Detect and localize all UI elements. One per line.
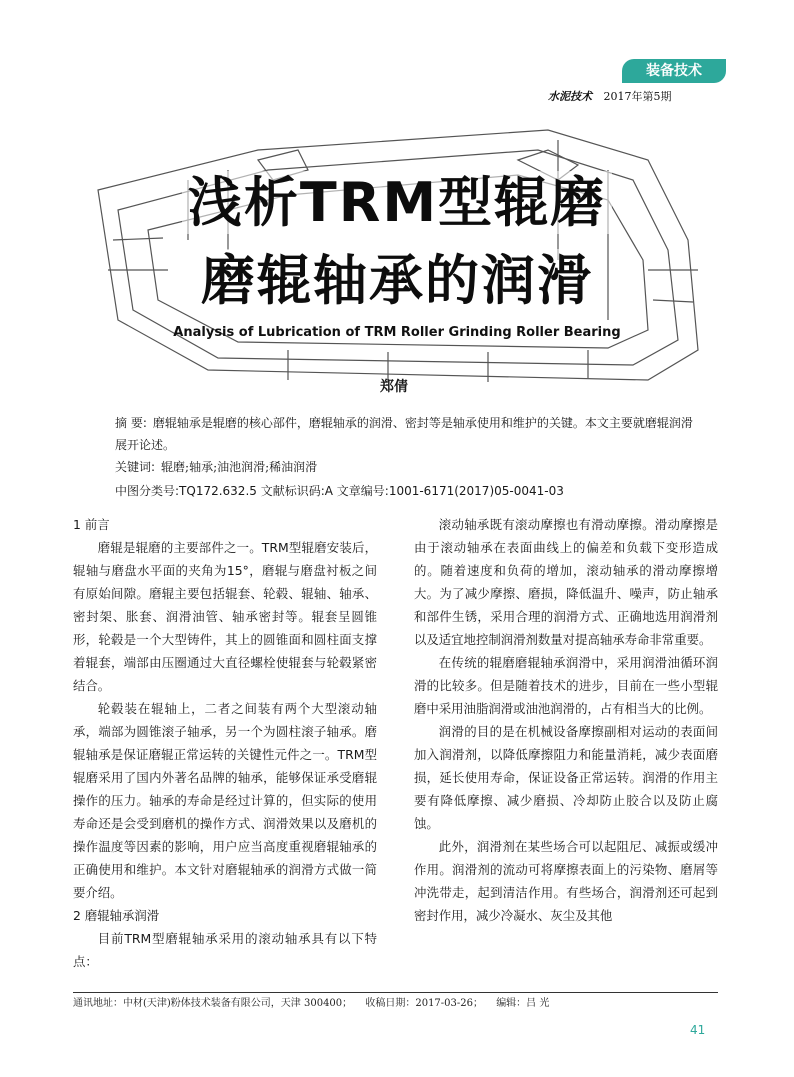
body-paragraph: 目前TRM型磨辊轴承采用的滚动轴承具有以下特点：: [73, 931, 377, 969]
body-left-column: [73, 513, 377, 973]
footnote-received: 收稿日期：2017-03-26；: [365, 998, 483, 1009]
english-title: Analysis of Lubrication of TRM Roller Grinding Roller Bearing: [173, 325, 621, 340]
journal-issue: 2017年第5期: [603, 90, 672, 103]
footnote: [73, 994, 559, 1009]
abstract: [115, 412, 695, 456]
body-paragraph: 在传统的辊磨磨辊轴承润滑中，采用润滑油循环润滑的比较多。但是随着技术的进步，目前在一些小型辊磨中采用油脂润滑或油池润滑的，占有相当大的比例。: [414, 655, 718, 716]
journal-name: 水泥技术: [548, 90, 592, 103]
abstract-text: 磨辊轴承是辊磨的核心部件，磨辊轴承的润滑、密封等是轴承使用和维护的关键。本文主要就磨辊润滑展开论述。: [115, 416, 693, 452]
footer-rule: [73, 992, 718, 993]
keywords-label: 关键词:: [115, 460, 156, 474]
classification-line: 中图分类号:TQ172.632.5 文献标识码:A 文章编号:1001-6171(2017)05-0041-03: [115, 484, 564, 498]
section-heading: 2 磨辊轴承润滑: [73, 908, 160, 923]
title-line-1: [0, 170, 794, 236]
body-paragraph: 润滑的目的是在机械设备摩擦副相对运动的表面间加入润滑剂，以降低摩擦阻力和能量消耗，减少表面磨损，延长使用寿命，保证设备正常运转。润滑的作用主要有降低摩擦、减少磨损、冷却防止胶合以及防止腐蚀。: [414, 724, 718, 831]
keywords-text: 辊磨;轴承;油池润滑;稀油润滑: [161, 460, 318, 474]
body-right-column: [414, 513, 718, 927]
abstract-block: [115, 412, 695, 502]
journal-header: [548, 88, 672, 104]
page-number: 41: [690, 1023, 706, 1037]
title-line-2: [0, 248, 794, 314]
footnote-address: 通讯地址：中材(天津)粉体技术装备有限公司，天津 300400；: [73, 998, 353, 1009]
section-tag: 装备技术: [622, 59, 726, 83]
keywords: [115, 456, 695, 478]
title-line-2-text: 磨辊轴承的润滑: [195, 249, 599, 312]
body-paragraph: 轮毂装在辊轴上，二者之间装有两个大型滚动轴承，端部为圆锥滚子轴承，另一个为圆柱滚子轴承。磨辊轴承是保证磨辊正常运转的关键性元件之一。TRM型辊磨采用了国内外著名品牌的轴承，能够保证承受磨辊操作的压力。轴承的寿命是经过计算的，但实际的使用寿命还是会受到磨机的操作方式、润滑效果以及磨机的操作温度等因素的影响，用户应当高度重视磨辊轴承的正确使用和维护。本文针对磨辊轴承的润滑方式做一简要介绍。: [73, 701, 377, 900]
title-line-1-text: 浅析TRM型辊磨: [182, 171, 612, 234]
abstract-label: 摘 要:: [115, 416, 147, 430]
body-paragraph: 磨辊是辊磨的主要部件之一。TRM型辊磨安装后，辊轴与磨盘水平面的夹角为15°，磨辊与磨盘衬板之间有原始间隙。磨辊主要包括辊套、轮毂、辊轴、轴承、密封架、胀套、润滑油管、轴承密封等。辊套呈圆锥形，轮毂是一个大型铸件，其上的圆锥面和圆柱面支撑着辊套，端部由压圈通过大直径螺栓使辊套与轮毂紧密结合。: [73, 540, 377, 693]
footnote-editor: 编辑：吕 光: [496, 998, 550, 1009]
section-heading: 1 前言: [73, 517, 110, 532]
author: 郑倩: [380, 379, 408, 395]
body-paragraph: 此外，润滑剂在某些场合可以起阻尼、减振或缓冲作用。润滑剂的流动可将摩擦表面上的污染物、磨屑等冲洗带走，起到清洁作用。有些场合，润滑剂还可起到密封作用，减少冷凝水、灰尘及其他: [414, 839, 718, 923]
body-paragraph: 滚动轴承既有滚动摩擦也有滑动摩擦。滑动摩擦是由于滚动轴承在表面曲线上的偏差和负载下变形造成的。随着速度和负荷的增加，滚动轴承的滑动摩擦增大。为了减少摩擦、磨损，降低温升、噪声，防止轴承和部件生锈，采用合理的润滑方式、正确地选用润滑剂以及适宜地控制润滑剂数量对提高轴承寿命非常重要。: [414, 517, 718, 647]
